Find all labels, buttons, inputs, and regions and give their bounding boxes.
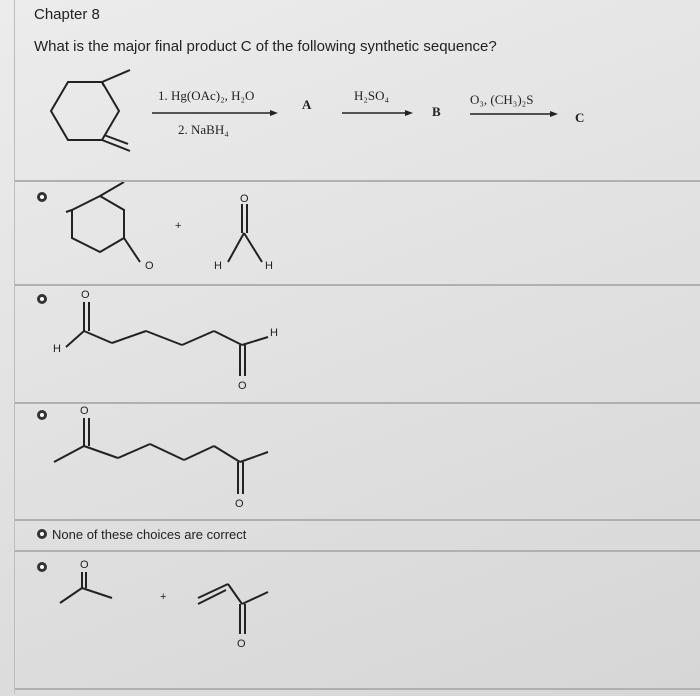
divider bbox=[15, 284, 700, 286]
divider bbox=[15, 519, 700, 521]
choice-2-hydrogen-2: H bbox=[270, 327, 278, 339]
choice-5-oxygen-1: O bbox=[80, 559, 89, 571]
choice-4-text[interactable]: None of these choices are correct bbox=[52, 527, 247, 542]
step1-reagent-bottom: 2. NaBH₄ bbox=[178, 122, 229, 137]
choice-1-plus-sign: + bbox=[175, 220, 182, 232]
choice-2-structure bbox=[66, 302, 268, 376]
choice-5-oxygen-2: O bbox=[237, 638, 246, 650]
choice-5-plus-sign: + bbox=[160, 591, 167, 603]
chapter-title: Chapter 8 bbox=[34, 6, 100, 23]
choice-2-oxygen-2: O bbox=[238, 380, 247, 392]
choice-1-radio[interactable] bbox=[37, 192, 47, 202]
choice-5-radio[interactable] bbox=[37, 562, 47, 572]
step2-reagent: H₂SO₄ bbox=[354, 88, 390, 103]
choice-2-radio[interactable] bbox=[37, 294, 47, 304]
choice-1-hydrogen-1: H bbox=[214, 260, 222, 272]
question-text: What is the major final product C of the following synthetic sequence? bbox=[34, 38, 497, 55]
choice-3-oxygen-1: O bbox=[80, 405, 89, 417]
choice-1-oxygen-1: O bbox=[145, 260, 154, 272]
choice-3-radio[interactable] bbox=[37, 410, 47, 420]
intermediate-b-label: B bbox=[432, 104, 441, 119]
divider bbox=[15, 550, 700, 552]
choice-1-oxygen-2: O bbox=[240, 193, 249, 205]
step3-reagent: O₃, (CH₃)₂S bbox=[470, 92, 534, 107]
starting-material-structure bbox=[51, 70, 130, 151]
reaction-arrows bbox=[152, 113, 550, 114]
choice-3-oxygen-2: O bbox=[235, 498, 244, 510]
choice-2-oxygen-1: O bbox=[81, 289, 90, 301]
intermediate-a-label: A bbox=[302, 97, 312, 112]
choice-1-structure bbox=[66, 182, 262, 262]
choice-3-structure bbox=[54, 418, 268, 494]
divider bbox=[15, 402, 700, 404]
choice-5-structure bbox=[60, 572, 268, 634]
choice-1-hydrogen-2: H bbox=[265, 260, 273, 272]
divider bbox=[15, 180, 700, 182]
product-c-label: C bbox=[575, 110, 585, 125]
choice-2-hydrogen-1: H bbox=[53, 343, 61, 355]
step1-reagent-top: 1. Hg(OAc)₂, H₂O bbox=[158, 88, 255, 103]
divider bbox=[15, 688, 700, 690]
choice-4-radio[interactable] bbox=[37, 529, 47, 539]
